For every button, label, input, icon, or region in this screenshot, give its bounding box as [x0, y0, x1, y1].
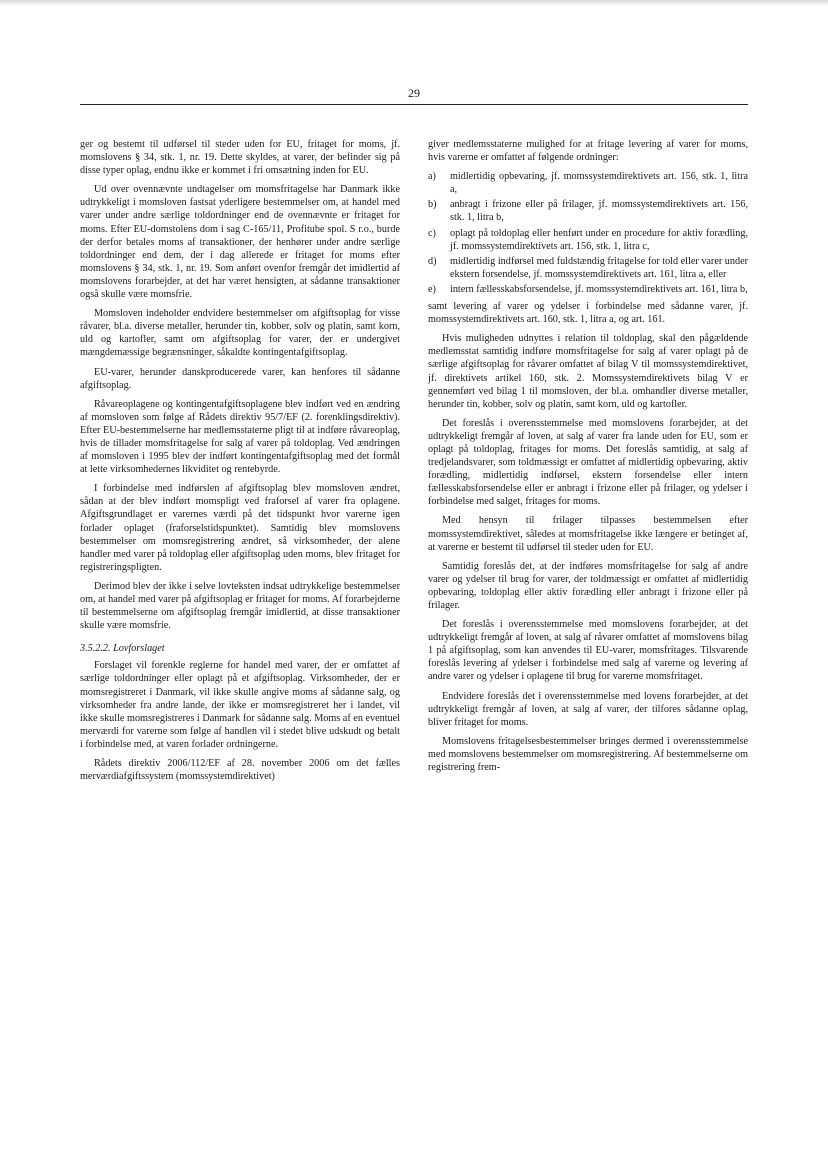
- paragraph: Hvis muligheden udnyttes i relation til toldoplag, skal den pågældende medlemsstat samtidig indføre momsfritagelse for salg af varer oplagt på de særlige afgiftsoplag for råvarer omfattet af bilag V til momssystemdirektivet, jf. direktivets artikel 160, stk. 2. Momssystemdirektivets bilag V er gennemført ved bilag 1 til momsloven, der bl.a. omhandler diverse metaller, herunder tin, kobber, solv og platin, samt korn, uld og kartofler.: [428, 333, 748, 410]
- list-marker: b): [428, 199, 437, 211]
- paragraph: samt levering af varer og ydelser i forbindelse med sådanne varer, jf. momssystemdirektivets art. 160, stk. 1, litra a, og art. 161.: [428, 301, 748, 326]
- paragraph: Momsloven indeholder endvidere bestemmelser om afgiftsoplag for visse råvarer, bl.a. diverse metaller, herunder tin, kobber, solv og platin, samt korn, uld og kartofler, samt om afgiftsoplag for varer, der er undergivet mængdemæssige begrænsninger, såkaldte kontingentafgiftsoplag.: [80, 308, 400, 359]
- left-column: [80, 138, 400, 789]
- header-rule: [80, 104, 748, 105]
- list-marker: e): [428, 283, 436, 295]
- right-column: [428, 138, 748, 780]
- paragraph: I forbindelse med indførslen af afgiftsoplag blev momsloven ændret, sådan at der blev indført momspligt ved fraforsel af varer fra oplagene. Afgiftsgrundlaget er varernes værdi på det tidspunkt hvor varerne igen forlader oplaget (fraforselstidspunktet). Samtidig blev momslovens bestemmelser om momsregistrering ændret, så virksomheder, der alene handler med varer på toldoplag eller afgiftsoplag uden moms, blev fritaget for registreringspligten.: [80, 483, 400, 573]
- paragraph: EU-varer, herunder danskproducerede varer, kan henfores til sådanne afgiftsoplag.: [80, 366, 400, 391]
- list-item: [428, 170, 748, 196]
- list-item-text: anbragt i frizone eller på frilager, jf. momssystemdirektivets art. 156, stk. 1, litra b,: [450, 199, 748, 224]
- list-item: [428, 283, 748, 296]
- paragraph: Rådets direktiv 2006/112/EF af 28. november 2006 om det fælles merværdiafgiftssystem (momssystemdirektivet): [80, 758, 400, 783]
- scan-edge: [0, 0, 828, 6]
- paragraph: Råvareoplagene og kontingentafgiftsoplagene blev indført ved en ændring af momsloven som følge af Rådets direktiv 95/7/EF (2. forenklingsdirektiv). Efter EU-bestemmelserne har medlemsstaterne pligt til at indføre råvareoplag, hvis de tillader momsfritagelse for salg af varer på toldoplag. Ved ændringen af momsloven i 1995 blev der indført kontingentafgiftsoplag med det formål at lette virksomhedernes likviditet og rentebyrde.: [80, 398, 400, 476]
- list-item-text: intern fællesskabsforsendelse, jf. momssystemdirektivets art. 161, litra b,: [450, 283, 748, 295]
- section-heading: 3.5.2.2. Lovforslaget: [80, 643, 165, 655]
- list-item: [428, 198, 748, 224]
- paragraph: Det foreslås i overensstemmelse med momslovens forarbejder, at det udtrykkeligt fremgår af loven, at salg af varer fra lande uden for EU, som er oplagt på toldoplag, fritages for moms. Det foreslås samtidig, at salg af tredjelandsvarer, som toldmæssigt er omfattet af midlertidig opbevaring, aktiv forædling, midlertidig indførsel, ekstern forsendelse eller intern fællesskabsforsendelse eller er anbragt i frizone eller på frilager, og ydelser i forbindelse med salget, fritages for moms.: [428, 417, 748, 508]
- scheme-list: [428, 170, 748, 296]
- list-item-text: oplagt på toldoplag eller henført under en procedure for aktiv forædling, jf. momssystemdirektivets art. 156, stk. 1, litra c,: [450, 227, 748, 252]
- paragraph: Momslovens fritagelsesbestemmelser bringes dermed i overensstemmelse med momslovens bestemmelser om momsregistrering. Af bestemmelserne om registrering frem-: [428, 735, 748, 774]
- list-marker: c): [428, 227, 436, 239]
- list-item-text: midlertidig opbevaring, jf. momssystemdirektivets art. 156, stk. 1, litra a,: [450, 171, 748, 196]
- list-item: [428, 227, 748, 253]
- paragraph: Endvidere foreslås det i overensstemmelse med lovens forarbejder, at det udtrykkeligt fremgår af loven, at salg af varer, der tilfores sådanne oplag, bliver fritaget for moms.: [428, 690, 748, 728]
- list-item: [428, 255, 748, 281]
- paragraph: Samtidig foreslås det, at der indføres momsfritagelse for salg af andre varer og ydelser til brug for varer, der toldmæssigt er omfattet af midlertidig opbevaring, toldoplag eller aktiv forædling eller anbragt i frizone eller på frilager.: [428, 560, 748, 611]
- paragraph: Forslaget vil forenkle reglerne for handel med varer, der er omfattet af særlige toldordninger eller oplagt på et afgiftsoplag. Virksomheder, der er momsregistreret i Danmark, vil ikke skulle angive moms af sådanne salg, og virksomheder fra andre lande, der ikke er momsregistreret her i landet, vil ikke skulle momsregistreres i Danmark for sådanne salg. Moms af en eventuel merværdi for varerne som følge af handlen vil i stedet blive udskudt og betalt i forbindelse med, at varen forlader ordningerne.: [80, 660, 400, 750]
- paragraph: giver medlemsstaterne mulighed for at fritage levering af varer for moms, hvis varerne er omfattet af følgende ordninger:: [428, 139, 748, 164]
- paragraph: Ud over ovennævnte undtagelser om momsfritagelse har Danmark ikke udtrykkeligt i momsloven fastsat yderligere bestemmelser om, at handel med varer under andre særlige toldordninger end de ovennævnte er fritaget for moms. Efter EU-domstolens dom i sag C-165/11, Profitube spol. S r.o., burde der derfor betales moms af transaktioner, der henhører under andre særlige toldordninger end dem, der i dag allerede er fritaget for moms efter momslovens § 34, stk. 1, nr. 19. Som anført ovenfor fremgår det imidlertid af momslovens forarbejder, at det har været hensigten, at sådanne transaktioner også skulle være momsfrie.: [80, 184, 400, 301]
- list-item-text: midlertidig indførsel med fuldstændig fritagelse for told eller varer under ekstern forsendelse, jf. momssystemdirektivets art. 161, litra a, eller: [450, 255, 748, 280]
- list-marker: d): [428, 255, 437, 267]
- paragraph: Derimod blev der ikke i selve lovteksten indsat udtrykkelige bestemmelser om, at handel med varer på afgiftsoplag er fritaget for moms. Af forarbejderne til bestemmelserne om afgiftsoplag fremgår imidlertid, at disse transaktioner skulle være momsfrie.: [80, 580, 400, 632]
- list-marker: a): [428, 171, 436, 183]
- page-number: 29: [408, 86, 420, 100]
- paragraph: Med hensyn til frilager tilpasses bestemmelsen efter momssystemdirektivet, således at momsfritagelse ikke længere er betinget af, at varerne er bestemt til udførsel til steder uden for EU.: [428, 515, 748, 553]
- paragraph: ger og bestemt til udførsel til steder uden for EU, fritaget for moms, jf. momslovens § 34, stk. 1, nr. 19. Dette skyldes, at varer, der befinder sig på disse typer oplag, endnu ikke er kommet i fri omsætning inden for EU.: [80, 139, 400, 177]
- paragraph: Det foreslås i overensstemmelse med momslovens forarbejder, at det udtrykkeligt fremgår af loven, at salg af råvarer omfattet af momslovens bilag 1 på afgiftsoplag, som kan anvendes til EU-varer, momsfritages. Tilsvarende foreslås levering af ydelser i forbindelse med salg af varerne og levering af andre varer og ydelser i oplagene til brug for varerne momsfritaget.: [428, 619, 748, 683]
